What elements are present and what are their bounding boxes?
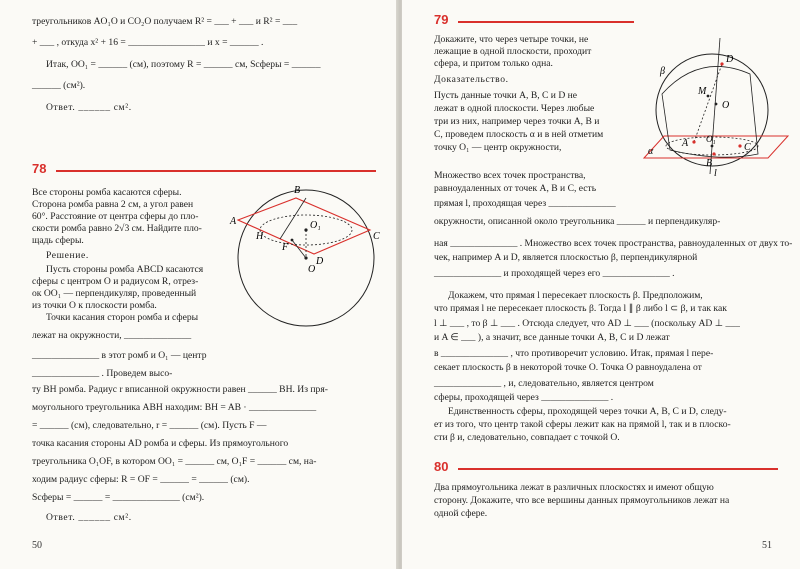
solution-line: ______________ . Проведем высо- (32, 368, 173, 379)
solution-line: из точки O к плоскости ромба. (32, 300, 157, 311)
solution-line: Sсферы = ______ = ______________ (см²). (32, 492, 205, 503)
proof-line: ет из того, что центр такой сферы лежит как на прямой l, так и в плоско- (434, 419, 731, 430)
proof-line: точку O₁ — центр окружности, (434, 142, 562, 153)
text-line: Итак, OO₁ = ______ (см), поэтому R = ______ см, Sсферы = ______ (46, 59, 321, 70)
label-F: F (282, 242, 289, 253)
solution-line: лежат на окружности, ______________ (32, 330, 192, 341)
proof-line: l ⊥ ___ , то β ⊥ ___ . Отсюда следует, что AD ⊥ ___ (поскольку AD ⊥ ___ (434, 318, 740, 329)
proof-line: ная ______________ . Множество всех точек пространства, равноудаленных от двух то- (434, 238, 793, 249)
label-l: l (714, 168, 717, 179)
problem-number-78: 78 (32, 161, 47, 176)
label-C: C (373, 231, 380, 242)
task-line: лежащие в одной плоскости, проходит (434, 46, 592, 57)
solution-line: точка касания стороны AD ромба и сферы. Из прямоугольного (32, 438, 289, 449)
text-line: + ___ , откуда x² + 16 = ________________ и x = ______ . (32, 37, 264, 48)
right-page (402, 0, 800, 569)
label-C: C (744, 142, 751, 153)
section-rule (56, 170, 376, 172)
task-line: сторону. Докажите, что все вершины данных прямоугольников лежат на (434, 495, 730, 506)
label-D: D (316, 256, 324, 267)
point-O1 (304, 228, 307, 231)
task-line: 60°. Расстояние от центра сферы до пло- (32, 211, 199, 222)
label-D: D (726, 54, 734, 65)
page-number: 50 (32, 540, 42, 551)
task-line: Все стороны ромба касаются сферы. (32, 187, 182, 198)
proof-title: Доказательство. (434, 74, 509, 85)
solution-line: ок OO₁ — перпендикуляр, проведенный (32, 288, 197, 299)
solution-line: моугольного треугольника ABH находим: BH = AB · ______________ (32, 402, 317, 413)
proof-line: Единственность сферы, проходящей через точки A, B, C и D, следу- (448, 406, 727, 417)
solution-line: ту BH ромба. Радиус r вписанной окружности равен ______ BH. Из пря- (32, 384, 328, 395)
proof-line: равноудаленных от точек A, B и C, есть (434, 183, 597, 194)
point-C (738, 144, 741, 147)
point-O1 (711, 145, 714, 148)
label-O: O (308, 264, 316, 275)
task-line: щадь сферы. (32, 235, 84, 246)
point-O (715, 103, 718, 106)
solution-line: ______________ в этот ромб и O₁ — центр (32, 350, 207, 361)
section-rule (458, 468, 778, 470)
segment-AD (694, 64, 722, 142)
task-line: сфера, и притом только одна. (434, 58, 553, 69)
left-page (0, 0, 398, 569)
task-line: Докажите, что через четыре точки, не (434, 34, 589, 45)
text-line: треугольников AO₁O и CO₂O получаем R² = ___ + ___ и R² = ___ (32, 16, 298, 27)
proof-line: сти β и, следовательно, совпадает с точкой O. (434, 432, 620, 443)
label-O1: O₁ (310, 220, 321, 231)
proof-line: что прямая l не пересекает плоскость β. Тогда l ∥ β либо l ⊂ β, и так как (434, 303, 727, 314)
task-line: Два прямоугольника лежат в различных плоскостях и имеют общую (434, 482, 714, 493)
problem-number-80: 80 (434, 459, 449, 474)
proof-line: ______________ , и, следовательно, является центром (434, 378, 654, 389)
solution-line: Пусть стороны ромба ABCD касаются (46, 264, 204, 275)
point-A (692, 140, 695, 143)
answer-line: Ответ. ______ см². (46, 512, 132, 523)
label-beta: β (660, 66, 665, 77)
problem-number-79: 79 (434, 12, 449, 27)
solution-line: Точки касания сторон ромба и сферы (46, 312, 199, 323)
text-line: ______ (см²). (32, 80, 86, 91)
solution-title: Решение. (46, 250, 89, 261)
proof-line: ______________ и проходящей через его ______________ . (434, 268, 675, 279)
solution-line: сферы с центром O и радиусом R, отрез- (32, 276, 199, 287)
label-B: B (706, 158, 713, 169)
label-O1: O₁ (706, 134, 716, 144)
solution-line: ходим радиус сферы: R = OF = ______ = ______ (см). (32, 474, 250, 485)
proof-line: и A ∈ ___ ), а значит, все данные точки A, B, C и D лежат (434, 332, 670, 343)
label-alpha: α (648, 146, 654, 157)
label-A: A (230, 216, 237, 227)
page-number: 51 (762, 540, 772, 551)
proof-line: Докажем, что прямая l пересекает плоскость β. Предположим, (448, 290, 703, 301)
task-line: Сторона ромба равна 2 см, а угол равен (32, 199, 194, 210)
sphere-rhombus-figure (228, 178, 390, 348)
point-F (291, 239, 294, 242)
proof-line: окружности, описанной около треугольника ______ и перпендикуляр- (434, 216, 721, 227)
height-BH (280, 198, 306, 239)
label-B: B (294, 185, 301, 196)
label-O: O (722, 100, 730, 111)
sphere-four-points-figure (640, 34, 794, 180)
point-M (707, 95, 710, 98)
label-M: M (698, 86, 707, 97)
proof-line: секает плоскость β в некоторой точке O. Точка O равноудалена от (434, 362, 702, 373)
proof-line: в ______________ , что противоречит условию. Итак, прямая l пере- (434, 348, 714, 359)
section-rule (458, 21, 634, 23)
answer-line: Ответ. ______ см². (46, 102, 132, 113)
point-D (720, 62, 723, 65)
label-A: A (682, 138, 689, 149)
task-line: скости ромба равно 2√3 см. Найдите пло- (32, 223, 202, 234)
label-H: H (256, 231, 264, 242)
point-B (712, 152, 715, 155)
proof-line: три из них, например через точки A, B и (434, 116, 600, 127)
proof-line: прямая l, проходящая через ______________ (434, 198, 616, 209)
proof-line: чек, например A и D, является плоскостью β, перпендикулярной (434, 252, 698, 263)
proof-line: Пусть данные точки A, B, C и D не (434, 90, 578, 101)
proof-line: сферы, проходящей через ______________ . (434, 392, 614, 403)
proof-line: лежат в одной плоскости. Через любые (434, 103, 595, 114)
solution-line: треугольника O₁OF, в котором OO₁ = ______ см, O₁F = ______ см, на- (32, 456, 317, 467)
proof-line: Множество всех точек пространства, (434, 170, 586, 181)
solution-line: = ______ (см), следовательно, r = ______ (см). Пусть F — (32, 420, 267, 431)
task-line: одной сфере. (434, 508, 488, 519)
proof-line: C, проведем плоскость α и в ней отметим (434, 129, 604, 140)
point-O (304, 256, 307, 259)
